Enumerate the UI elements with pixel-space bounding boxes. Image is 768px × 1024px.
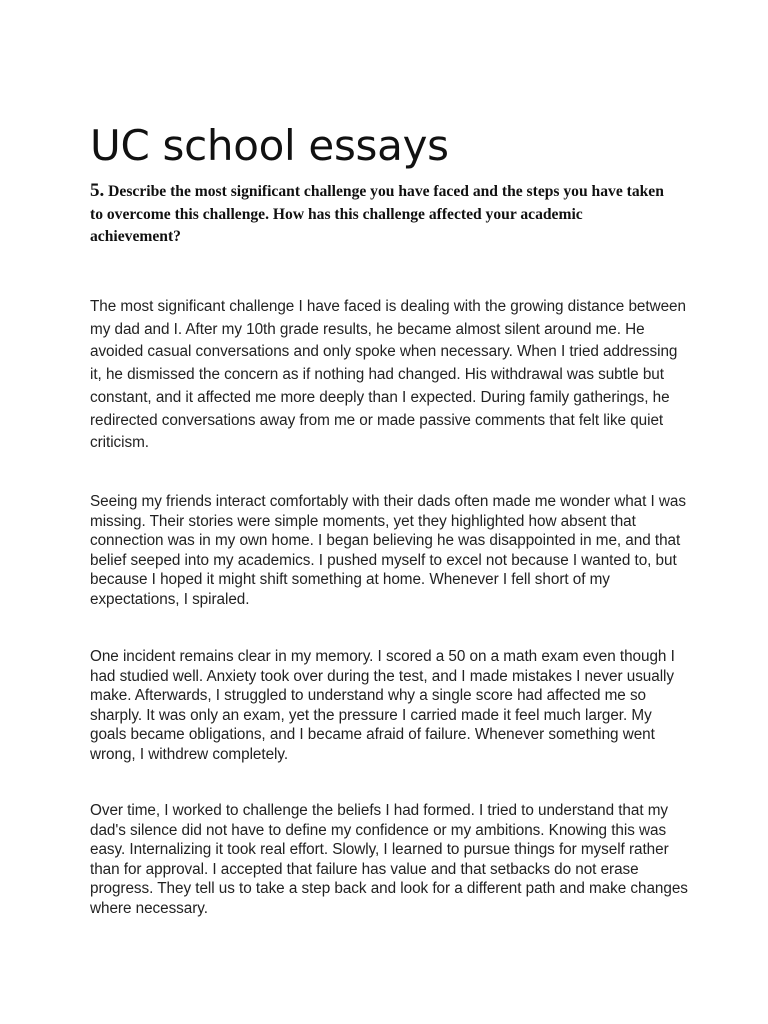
essay-paragraph-1: The most significant challenge I have faced is dealing with the growing distance between my dad and I. After my 10th grade results, he became almost silent around me. He avoided casual conversations and only spoke when necessary. When I tried addressing it, he dismissed the concern as if nothing had changed. His withdrawal was subtle but constant, and it affected me more deeply than I expected. During family gatherings, he redirected conversations away from me or made passive comments that felt like quiet criticism. <box>90 298 686 452</box>
prompt-number: 5. <box>90 180 105 201</box>
essay-prompt <box>90 180 670 249</box>
essay-paragraph-3: One incident remains clear in my memory. I scored a 50 on a math exam even though I had studied well. Anxiety took over during the test, and I made mistakes I never usually make. Afterwards, I struggled to understand why a single score had affected me so sharply. It was only an exam, yet the pressure I carried made it feel much larger. My goals became obligations, and I became afraid of failure. Whenever something went wrong, I withdrew completely. <box>90 648 675 763</box>
essay-paragraph-4: Over time, I worked to challenge the beliefs I had formed. I tried to understand that my dad's silence did not have to define my confidence or my ambitions. Knowing this was easy. Internalizing it took real effort. Slowly, I learned to pursue things for myself rather than for approval. I accepted that failure has value and that setbacks do not erase progress. They tell us to take a step back and look for a different path and make changes where necessary. <box>90 802 688 917</box>
essay-paragraph-2: Seeing my friends interact comfortably with their dads often made me wonder what I was missing. Their stories were simple moments, yet they highlighted how absent that connection was in my own home. I began believing he was disappointed in me, and that belief seeped into my academics. I pushed myself to excel not because I wanted to, but because I hoped it might shift something at home. Whenever I fell short of my expectations, I spiraled. <box>90 493 686 608</box>
prompt-text: Describe the most significant challenge you have faced and the steps you have taken to overcome this challenge. How has this challenge affected your academic achievement? <box>90 183 664 245</box>
document-title: UC school essays <box>90 121 449 170</box>
